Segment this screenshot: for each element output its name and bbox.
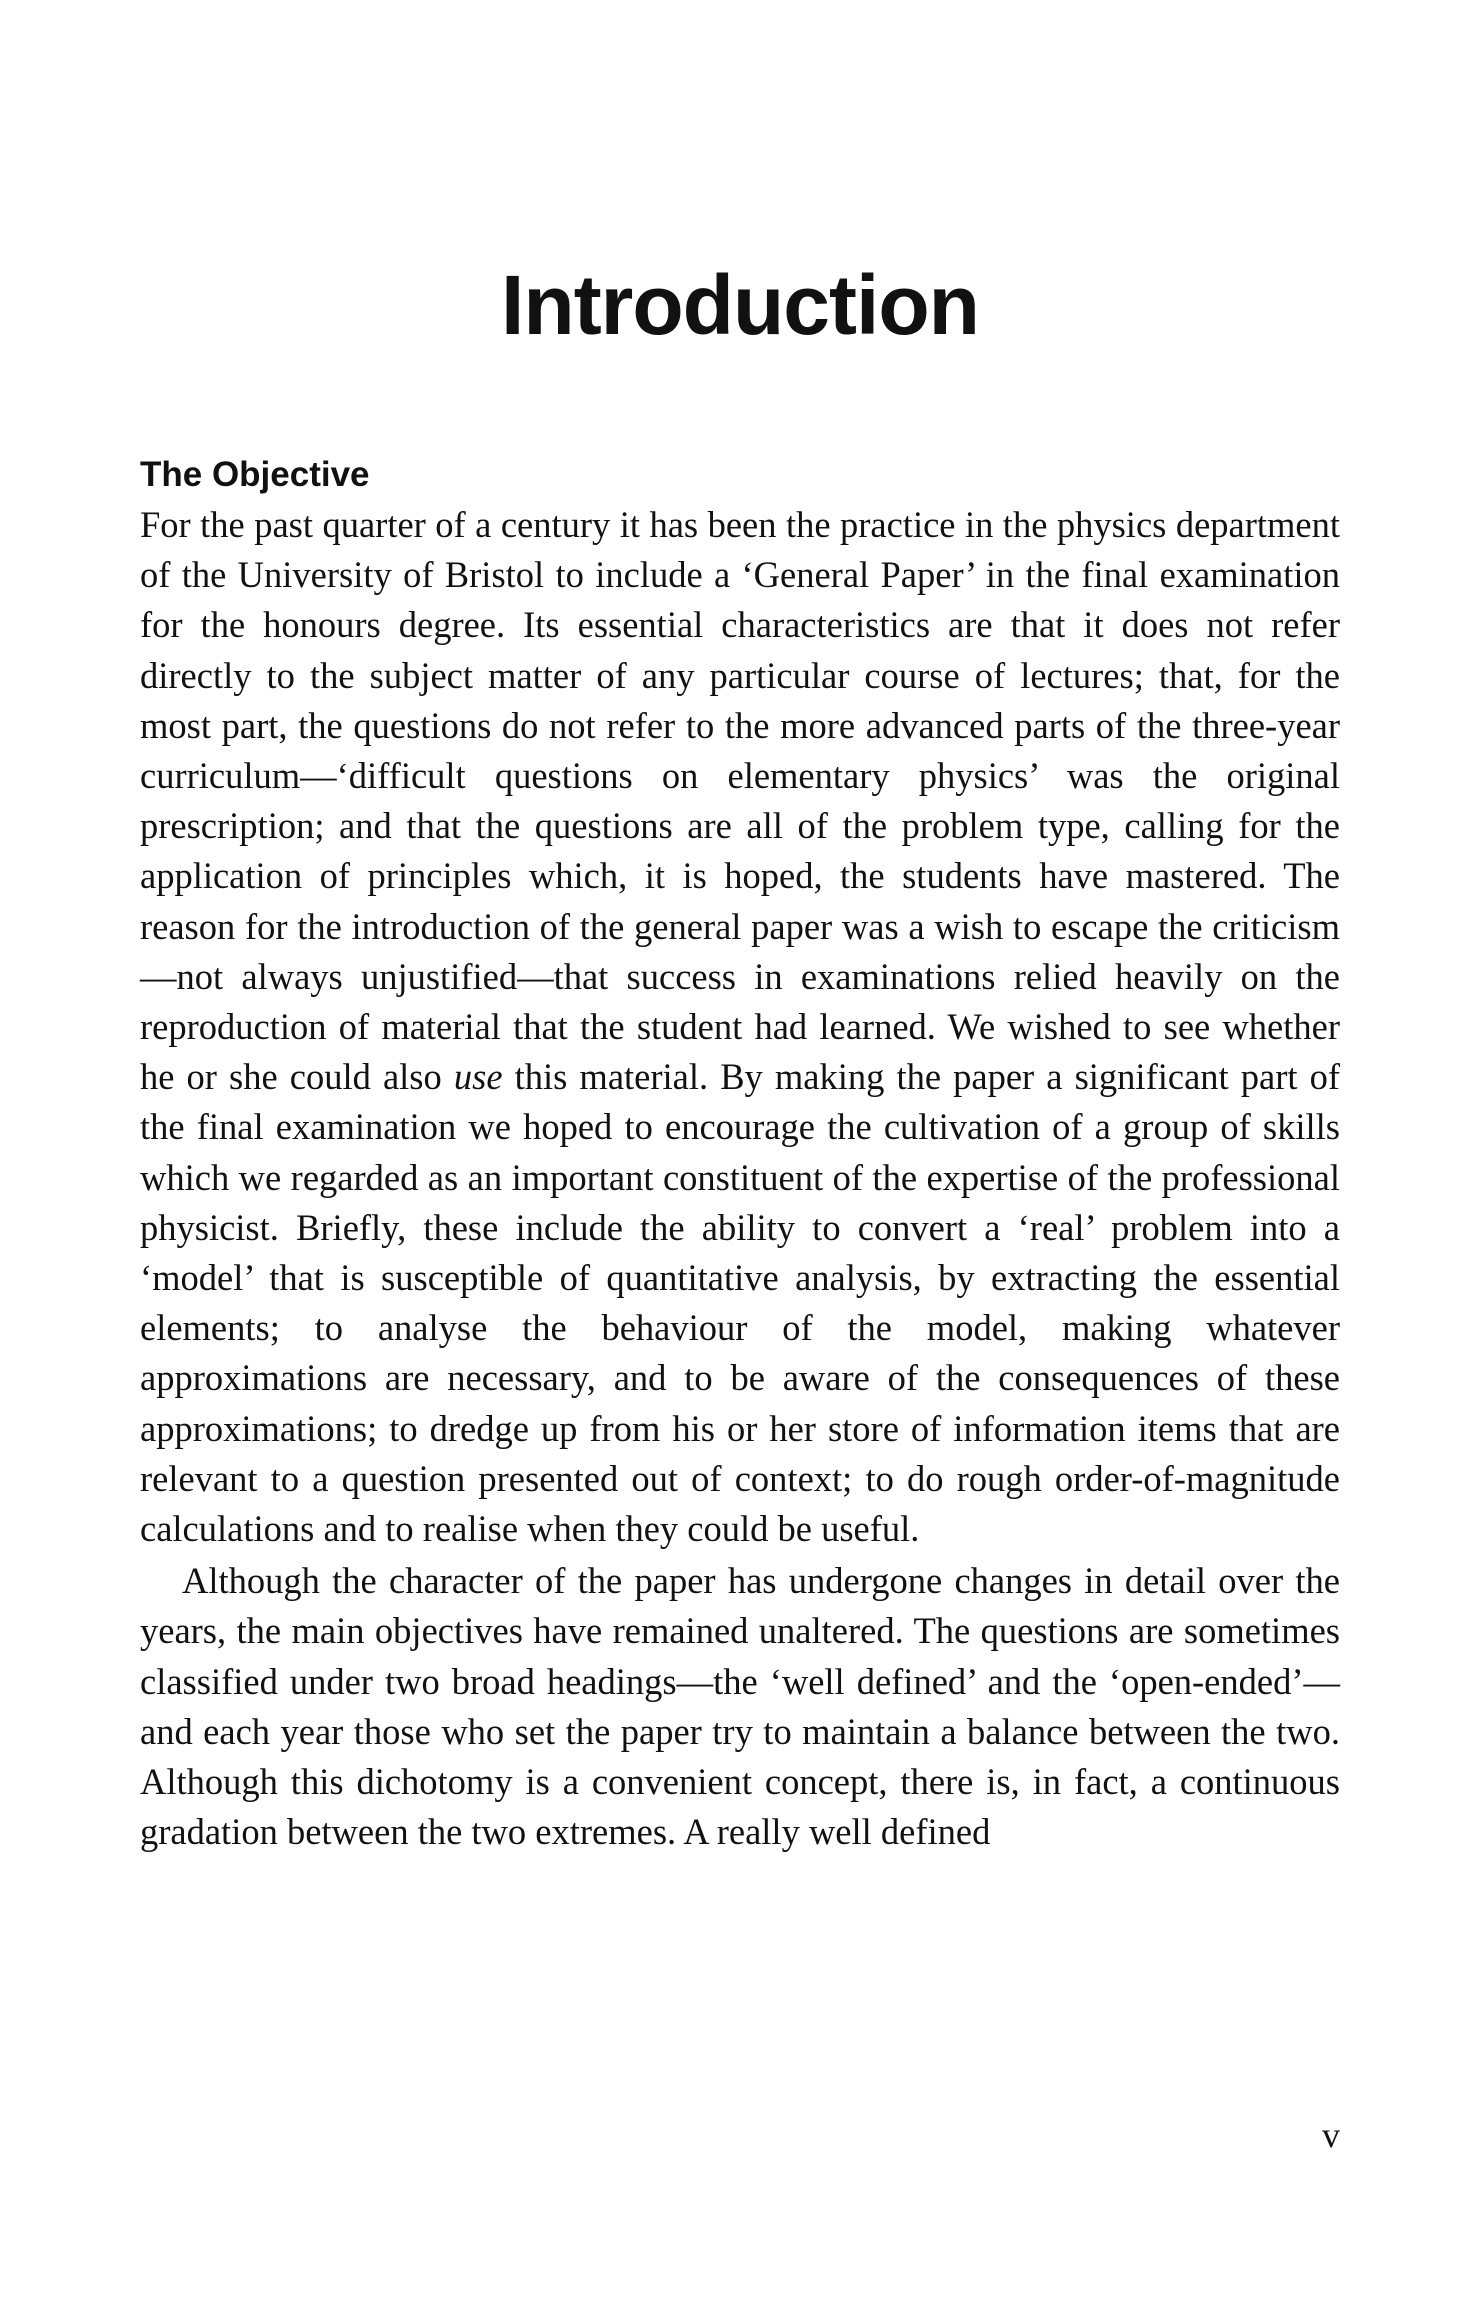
- body-text: [140, 450, 1340, 1857]
- page-title: Introduction: [501, 258, 979, 352]
- section-heading: The Objective: [140, 455, 370, 494]
- paragraph-1-part-a: For the past quarter of a century it has been the practice in the physics department of the University of Bristol to include a ‘General Paper’ in the final examination for the honours degree. Its essential characteristics are that it does not refer directly to the subject matter of any particular course of lectures; that, for the most part, the questions do not refer to the more advanced parts of the three-year curriculum—‘difficult questions on elementary physics’ was the original prescription; and that the questions are all of the problem type, calling for the application of principles which, it is hoped, the students have mastered. The reason for the introduction of the general paper was a wish to escape the criticism—not always unjustified—that success in examinations relied heavily on the reproduction of material that the student had learned. We wished to see whether he or she could also: [140, 504, 1340, 1098]
- paragraph-1-part-b: this material. By making the paper a significant part of the final examination we hoped to encourage the cultivation of a group of skills which we regarded as an important constituent of the expertise of the professional physicist. Briefly, these include the ability to convert a ‘real’ problem into a ‘model’ that is susceptible of quantitative analysis, by extracting the essential elements; to analyse the behaviour of the model, making whatever approximations are necessary, and to be aware of the consequences of these approximations; to dredge up from his or her store of information items that are relevant to a question presented out of context; to do rough order-of-magnitude calculations and to realise when they could be useful.: [140, 1056, 1340, 1550]
- italic-word: use: [453, 1056, 503, 1098]
- page-number: v: [1322, 2115, 1340, 2155]
- paragraph-2: Although the character of the paper has undergone changes in detail over the years, the main objectives have remained unaltered. The questions are sometimes classified under two broad headings—the ‘well defined’ and the ‘open-ended’—and each year those who set the paper try to maintain a balance between the two. Although this dichotomy is a convenient concept, there is, in fact, a continuous gradation between the two extremes. A really well defined: [140, 1560, 1340, 1853]
- paragraph-1: [140, 500, 1340, 1554]
